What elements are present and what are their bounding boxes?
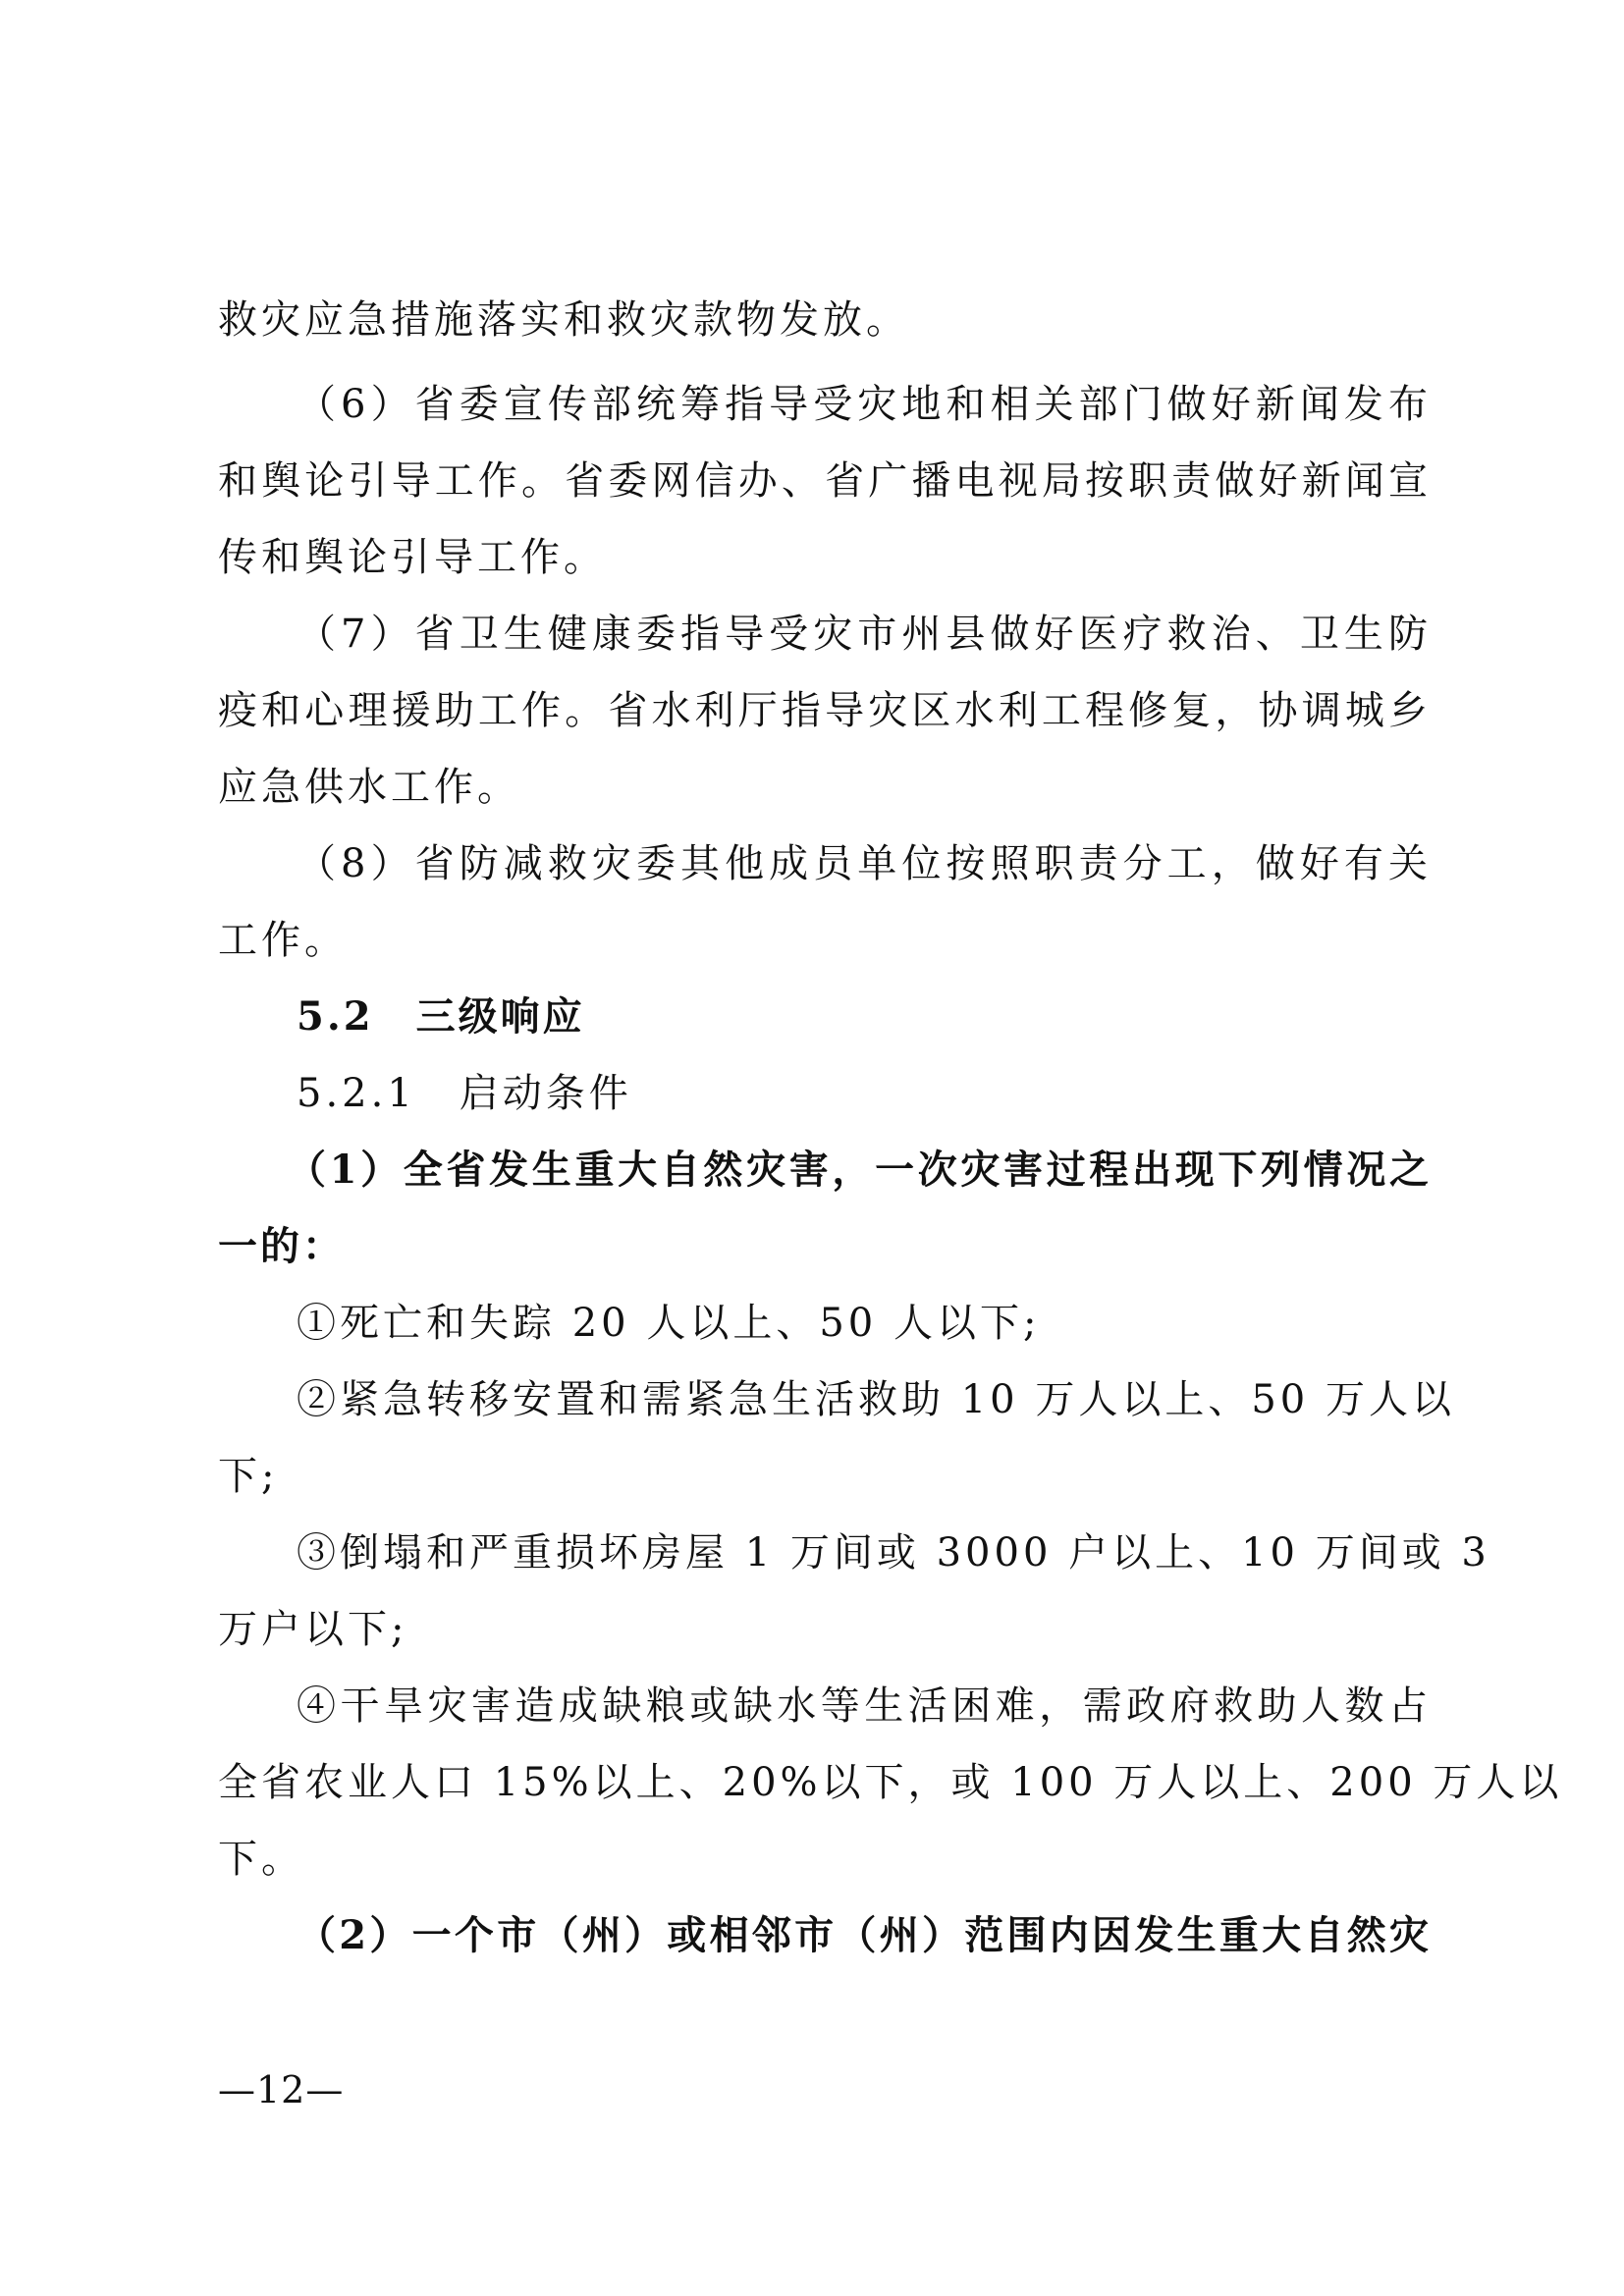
bold-condition-2: （2）一个市（州）或相邻市（州）范围内因发生重大自然灾 — [297, 1912, 1432, 1958]
list-item-4-cont: 全省农业人口 15%以上、20%以下，或 100 万人以上、200 万人以 — [218, 1760, 1563, 1805]
list-item-2: ②紧急转移安置和需紧急生活救助 10 万人以上、50 万人以 — [297, 1377, 1455, 1422]
text-line-2: （6）省委宣传部统筹指导受灾地和相关部门做好新闻发布 — [297, 382, 1432, 427]
bold-condition-1-cont: 一的： — [218, 1223, 345, 1269]
list-item-3-cont: 万户以下; — [218, 1607, 408, 1652]
text-line-8: （8）省防减救灾委其他成员单位按照职责分工，做好有关 — [297, 841, 1432, 886]
text-line-6: 疫和心理援助工作。省水利厅指导灾区水利工程修复，协调城乡 — [218, 688, 1432, 733]
list-item-2-cont: 下; — [218, 1454, 279, 1499]
bold-condition-1: （1）全省发生重大自然灾害，一次灾害过程出现下列情况之 — [287, 1147, 1432, 1193]
list-item-3: ③倒塌和严重损坏房屋 1 万间或 3000 户以上、10 万间或 3 — [297, 1530, 1490, 1575]
text-line-5: （7）省卫生健康委指导受灾市州县做好医疗救治、卫生防 — [297, 612, 1432, 657]
text-line-7: 应急供水工作。 — [218, 765, 520, 810]
section-heading-5-2: 5.2 三级响应 — [297, 993, 585, 1040]
text-line-9: 工作。 — [218, 918, 348, 963]
list-item-4: ④干旱灾害造成缺粮或缺水等生活困难，需政府救助人数占 — [297, 1683, 1432, 1729]
subsection-heading-5-2-1: 5.2.1 启动条件 — [297, 1071, 632, 1116]
page-number: —12— — [218, 2068, 345, 2111]
list-item-4-end: 下。 — [218, 1837, 304, 1882]
text-line-3: 和舆论引导工作。省委网信办、省广播电视局按职责做好新闻宣 — [218, 458, 1432, 504]
text-line-4: 传和舆论引导工作。 — [218, 535, 607, 580]
text-line-1: 救灾应急措施落实和救灾款物发放。 — [218, 297, 909, 343]
list-item-1: ①死亡和失踪 20 人以上、50 人以下; — [297, 1301, 1041, 1346]
